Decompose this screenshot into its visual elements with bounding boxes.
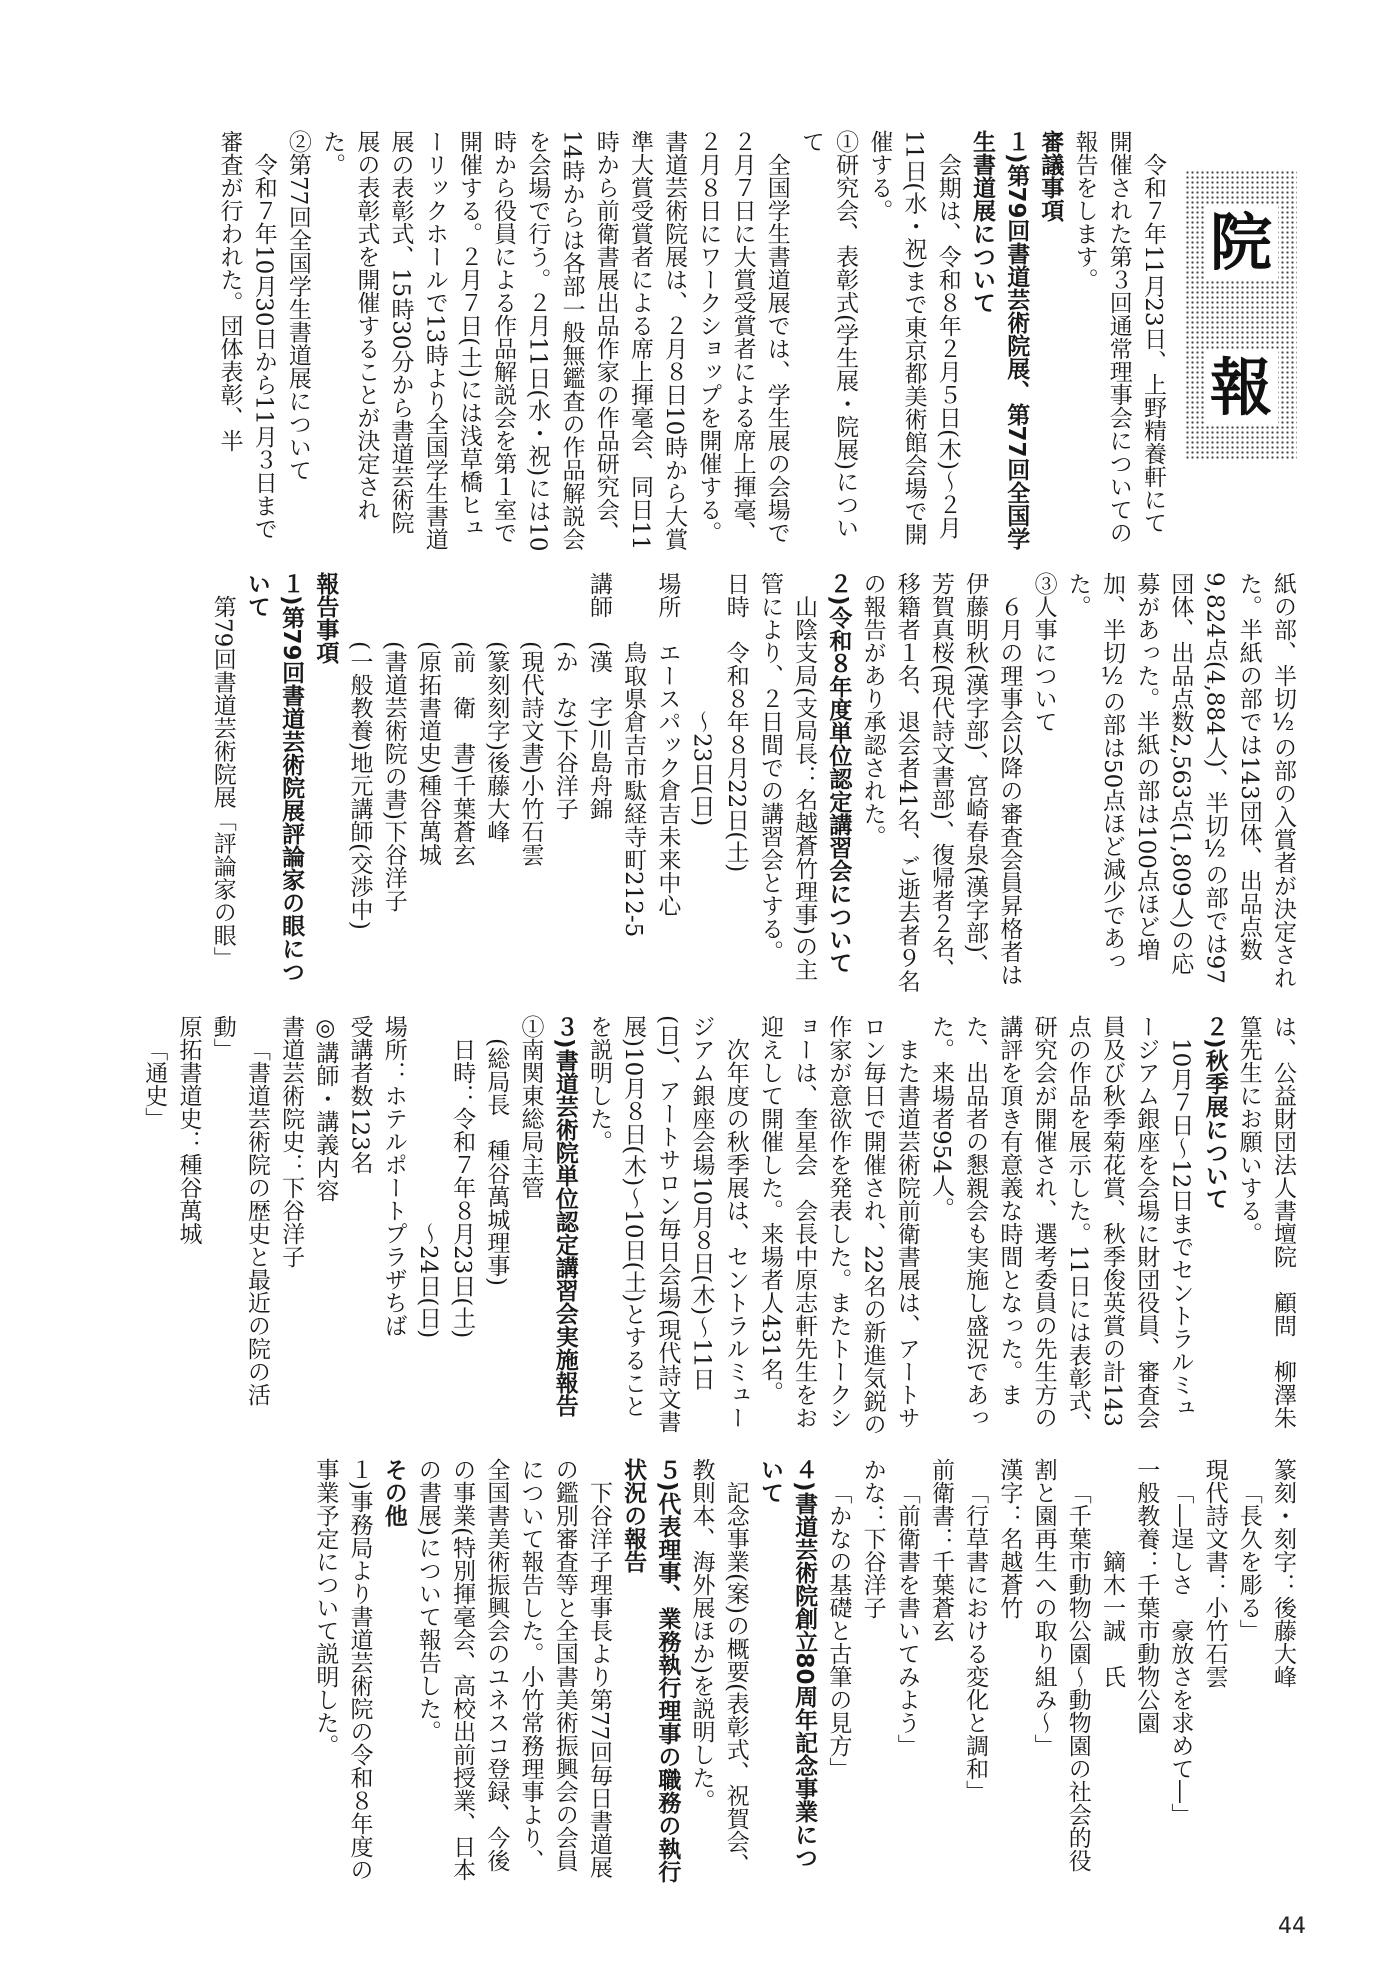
lecturer: (篆刻刻字)後藤大峰 (483, 641, 510, 843)
lecturer: (現代詩文書)小竹石雲 (517, 641, 544, 866)
lecture-line: 書道芸術院史：下谷洋子 (278, 1015, 305, 1268)
lecture-line: かな：下谷洋子 (859, 1458, 886, 1619)
lecturer: 講師 (漢 字)川島舟錦 (585, 572, 612, 820)
lecture-line: 漢字：名越蒼竹 (996, 1458, 1023, 1619)
lecturer: (原拓書道史)種谷萬城 (414, 641, 441, 866)
subheading: ②第77回全国学生書道展について (284, 130, 311, 482)
tier-1 (120, 130, 1170, 555)
lecture-title: 「行草書における変化と調和」 (962, 1481, 989, 1803)
title-char-1: 院 (1204, 206, 1278, 280)
heading-2: ２)令和８年度単位認定講習会について (825, 572, 852, 974)
lecturer: (前 衛 書)千葉蒼玄 (449, 641, 476, 866)
heading-4: ２)秋季展について (1201, 1015, 1228, 1210)
lecture-line: 一般教養：千葉市動物公園 (1133, 1458, 1160, 1734)
heading-1: １)第79回書道芸術院展、第77回全国学生書道展について (968, 130, 1030, 550)
place-line: 場所：ホテルポートプラザちば (380, 1015, 407, 1337)
place-line-2: 鳥取県倉吉市駄経寺町212-5 (620, 641, 647, 938)
lecture-title: 「かなの基礎と古筆の見方」 (825, 1481, 852, 1780)
paragraph: また書道芸術院前衛書展は、アートサロン毎日で開催され、22名の新進気鋭の作家が意欲作を発表した。またトークショーは、奎星会 会長中原志軒先生をお迎えして開催した。来場者人431名。 (756, 1015, 920, 1436)
tier-3 (120, 1015, 1300, 1440)
page-number: 44 (1278, 1914, 1306, 1939)
paragraph: は、公益財団法人書壇院 顧問 柳澤朱篁先生にお願いする。 (1235, 1015, 1296, 1429)
paragraph: 全国学生書道展では、学生展の会場で２月７日に大賞受賞者による席上揮毫、２月８日にワークショップを開催する。書道芸術院展は、２月８日10時から大賞準大賞受賞者による席上揮毫会、同日11時から前衛書展出品作家の作品研究会、14時からは各部一般無鑑査の作品解説会を会場で行う。２月11日(水・祝)には10時から役員による作品解説会を第１室で開催する。２月７日(土)には浅草橋ヒューリックホールで13時より全国学生書道展の表彰式、15時30分から書道芸術院展の表彰式を開催することが決定された。 (319, 130, 790, 552)
date-line-2: ～23日(日) (688, 710, 715, 827)
date-line: 日時 令和８年８月22日(土) (722, 572, 749, 873)
lecture-title: 「通史」 (141, 1038, 168, 1130)
heading-6: ４)書道芸術院創立80周年記念事業について (756, 1458, 818, 1869)
count-line: 受講者数123名 (346, 1015, 373, 1174)
place-line: 場所 エースパック倉吉未来中心 (654, 572, 681, 917)
tier-2 (120, 572, 1300, 997)
paragraph: 会期は、令和８年２月５日(木)～２月11日(水・祝)まで東京都美術館会場で開催する。 (866, 130, 961, 546)
subheading: ①研究会、表彰式(学生展・院展)について (797, 130, 859, 539)
lecture-line: 前衛書：千葉蒼玄 (927, 1458, 954, 1642)
subheading: ①南関東総局主管 (517, 1015, 544, 1199)
lecturer: (書道芸術院の書)下谷洋子 (380, 641, 407, 912)
paragraph: 山陰支局(支局長：名越蒼竹理事)の主管により、２日間での講習会とする。 (756, 572, 818, 981)
heading-5: ３)書道芸術院単位認定講習会実施報告 (551, 1015, 578, 1417)
subheading: ◎講師・講義内容 (312, 1015, 339, 1202)
heading-7: ５)代表理事、業務執行理事の職務の執行状況の報告 (620, 1458, 681, 1883)
paragraph: 第79回書道芸術院展「評論家の眼」 (209, 595, 236, 970)
heading-shingi: 審議事項 (1037, 130, 1064, 222)
date-line: 日時：令和７年８月23日(土) (449, 1038, 476, 1339)
title-text (1185, 170, 1297, 460)
paragraph: 次年度の秋季展は、セントラルミュージアム銀座会場10月８日(木)～11日(日)、アートサロン毎日会場(現代詩文書展)10月８日(木)～10日(土)とすることを説明した。 (585, 1015, 749, 1433)
paragraph: (総局長 種谷萬城理事) (483, 1038, 510, 1286)
paragraph: 令和７年10月30日から11月３日まで審査が行われた。団体表彰、半 (216, 130, 277, 540)
lecture-title: 「千葉市動物公園～動物園の社会的役割と園再生への取り組み～」 (1030, 1458, 1091, 1872)
title-block (1185, 170, 1297, 460)
paragraph: ６月の理事会以降の審査会員昇格者は伊藤明秋(漢字部)、宮崎春泉(漢字部)、芳賀真桜(現代詩文書部)、復帰者２名、移籍者１名、退会者41名、ご逝去者９名の報告があり承認された。 (859, 572, 1023, 993)
paragraph: 記念事業(案)の概要(表彰式、祝賀会、教則本、海外展ほか)を説明した。 (688, 1458, 749, 1876)
heading-hokoku: 報告事項 (312, 572, 339, 664)
paragraph: 紙の部、半切½の部の入賞者が決定された。半紙の部では143団体、出品点数9,824点(4,884人)、半切½の部では97団体、出品点数2,563点(1,809人)の応募があった。半紙の部は100点ほど増加、半切½の部は50点ほど減少であった。 (1064, 572, 1296, 989)
heading-3: １)第79回書道芸術院展評論家の眼について (243, 572, 305, 983)
heading-sonota: その他 (380, 1458, 407, 1527)
tier-4 (120, 1458, 1300, 1883)
lecture-title: 「―逞しさ 豪放さを求めて―」 (1167, 1481, 1194, 1826)
intro-paragraph: 令和７年11月23日、上野精養軒にて開催された第３回通常理事会についての報告をします。 (1071, 130, 1166, 544)
lecture-title: 「書道芸術院の歴史と最近の院の活動」 (209, 1015, 270, 1406)
date-line-2: ～24日(日) (414, 1222, 441, 1339)
title-char-2: 報 (1204, 351, 1278, 425)
lecturer-name: 鏑木一誠 氏 (1098, 1550, 1125, 1688)
lecture-title: 「前衛書を書いてみよう」 (893, 1481, 920, 1757)
lecturer: (か な)下谷洋子 (551, 641, 578, 820)
lecture-title: 「長久を彫る」 (1235, 1481, 1262, 1642)
heading-8: １)事務局より書道芸術院の令和８年度の事業予定について説明した。 (312, 1458, 373, 1881)
lecture-line: 原拓書道史：種谷萬城 (175, 1015, 202, 1245)
subheading: ③人事について (1030, 572, 1057, 733)
lecturer: (一般教養)地元講師(交渉中) (346, 641, 373, 930)
lecture-line: 篆刻・刻字：後藤大峰 (1270, 1458, 1296, 1688)
paragraph: 10月７日～12日までセントラルミュージアム銀座を会場に財団役員、審査会員及び秋季菊花賞、秋季俊英賞の計143点の作品を展示した。11日には表彰式、研究会が開催され、選考委員の先生方の講評を頂き有意義な時間となった。また、出品者の懇親会も実施し盛況であった。来場者954人。 (927, 1015, 1194, 1436)
lecture-line: 現代詩文書：小竹石雲 (1201, 1458, 1228, 1688)
paragraph: 下谷洋子理事長より第77回毎日書道展の鑑別審査等と全国書美術振興会の会員について報告した。小竹常務理事より、全国書美術振興会のユネスコ登録、今後の事業(特別揮毫会、高校出前授業、日本の書展)について報告した。 (414, 1458, 612, 1881)
